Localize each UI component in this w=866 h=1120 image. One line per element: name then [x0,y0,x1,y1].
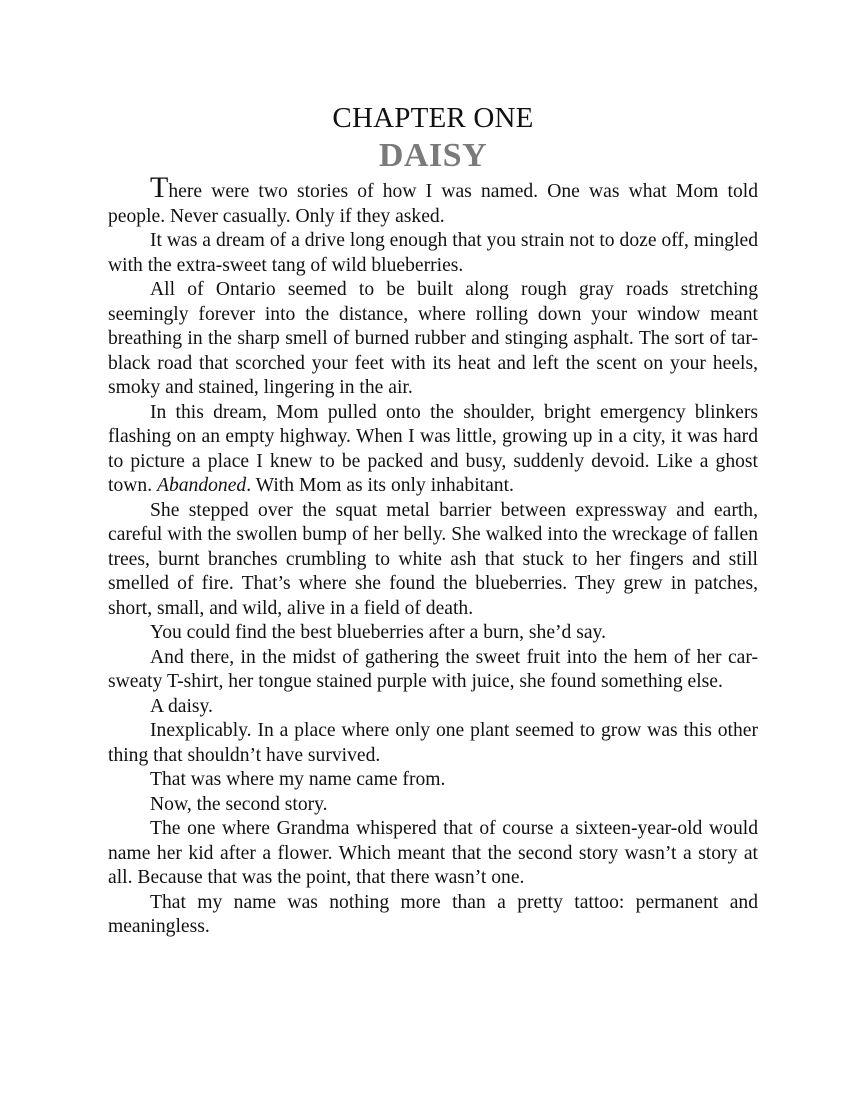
chapter-number: CHAPTER ONE [332,102,534,134]
paragraph: In this dream, Mom pulled onto the shoulder, bright emergency blinkers flashing on an empty highway. When I was little, growing up in a city, it was hard to picture a place I knew to be packed and busy, suddenly devoid. Like a ghost town. Abandoned. With Mom as its only inhabitant. [108,401,758,496]
chapter-title: DAISY [378,137,488,174]
chapter-body [108,171,758,940]
book-page [108,100,758,940]
paragraph: That my name was nothing more than a pretty tattoo: permanent and meaningless. [108,891,758,937]
paragraph: You could find the best blueberries after a burn, she’d say. [150,622,606,643]
paragraph: It was a dream of a drive long enough that you strain not to doze off, mingled with the extra-sweet tang of wild blueberries. [108,230,758,276]
paragraph: She stepped over the squat metal barrier between expressway and earth, careful with the swollen bump of her belly. She walked into the wreckage of fallen trees, burnt branches crumbling to white ash that stuck to her fingers and still smelled of fire. That’s where she found the blueberries. They grew in patches, short, small, and wild, alive in a field of death. [108,499,758,619]
emphasized-word: Abandoned [156,475,247,496]
paragraph: The one where Grandma whispered that of course a sixteen-year-old would name her kid after a flower. Which meant that the second story wasn’t a story at all. Because that was the point, that there wasn’t one. [108,818,758,888]
paragraph: A daisy. [150,695,213,717]
paragraph: There were two stories of how I was named. One was what Mom told people. Never casually. Only if they asked. [108,171,758,227]
paragraph: Inexplicably. In a place where only one plant seemed to grow was this other thing that shouldn’t have survived. [108,720,758,766]
paragraph: All of Ontario seemed to be built along rough gray roads stretching seemingly forever into the distance, where rolling down your window meant breathing in the sharp smell of burned rubber and stinging asphalt. The sort of tar-black road that scorched your feet with its heat and left the scent on your heels, smoky and stained, lingering in the air. [108,279,758,398]
paragraph: That was where my name came from. [150,769,446,790]
paragraph: Now, the second story. [150,793,328,815]
paragraph: And there, in the midst of gathering the sweet fruit into the hem of her car-sweaty T-shirt, her tongue stained purple with juice, she found something else. [108,646,758,692]
drop-initial: T [150,171,169,204]
